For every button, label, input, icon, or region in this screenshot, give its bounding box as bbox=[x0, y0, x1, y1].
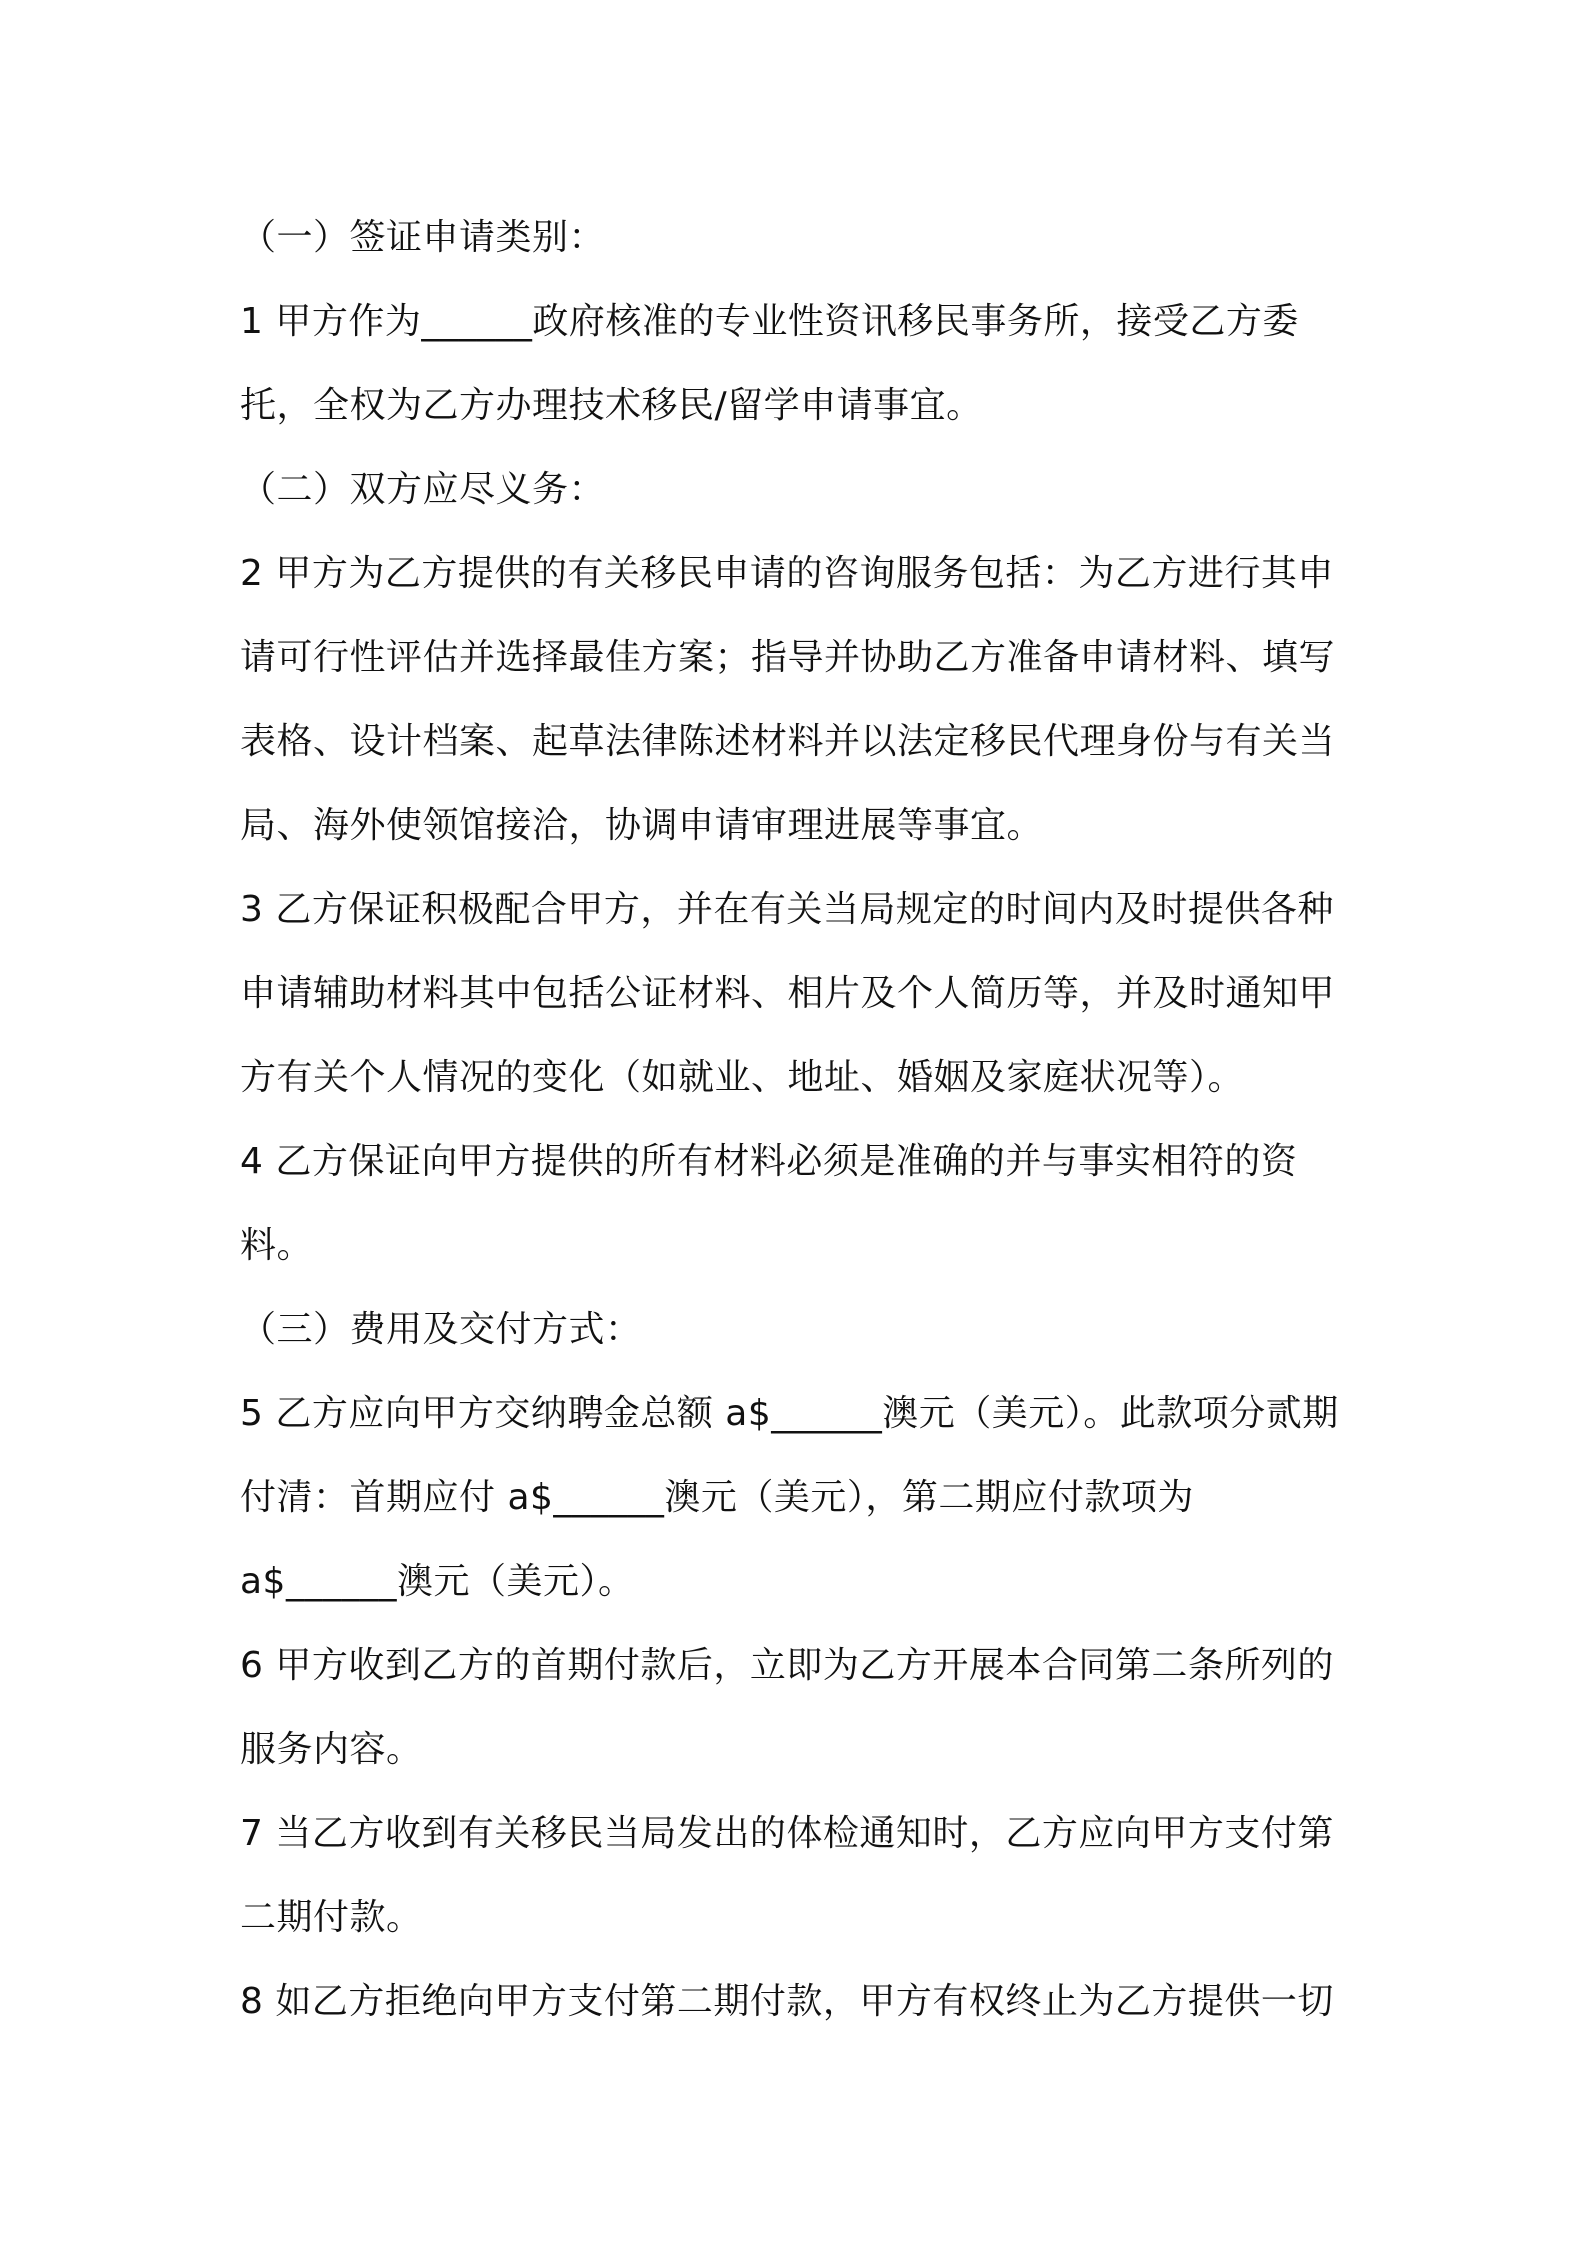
section-heading-3: （三）费用及交付方式： bbox=[240, 1309, 642, 1350]
section-heading-1: （一）签证申请类别： bbox=[240, 217, 606, 258]
clause-2: 2 甲方为乙方提供的有关移民申请的咨询服务包括：为乙方进行其申请可行性评估并选择最佳方案；指导并协助乙方准备申请材料、填写表格、设计档案、起草法律陈述材料并以法定移民代理身份与有关当局、海外使领馆接洽，协调申请审理进展等事宜。 bbox=[240, 553, 1336, 846]
clause-6: 6 甲方收到乙方的首期付款后，立即为乙方开展本合同第二条所列的服务内容。 bbox=[240, 1645, 1334, 1770]
clause-4: 4 乙方保证向甲方提供的所有材料必须是准确的并与事实相符的资料。 bbox=[240, 1141, 1298, 1266]
document-body bbox=[240, 196, 1360, 2044]
clause-3: 3 乙方保证积极配合甲方，并在有关当局规定的时间内及时提供各种申请辅助材料其中包括公证材料、相片及个人简历等，并及时通知甲方有关个人情况的变化（如就业、地址、婚姻及家庭状况等）。 bbox=[240, 889, 1336, 1098]
clause-7: 7 当乙方收到有关移民当局发出的体检通知时，乙方应向甲方支付第二期付款。 bbox=[240, 1813, 1334, 1938]
section-heading-2: （二）双方应尽义务： bbox=[240, 469, 606, 510]
clause-1: 1 甲方作为______政府核准的专业性资讯移民事务所，接受乙方委托，全权为乙方办理技术移民/留学申请事宜。 bbox=[240, 301, 1299, 426]
clause-8: 8 如乙方拒绝向甲方支付第二期付款，甲方有权终止为乙方提供一切 bbox=[240, 1981, 1334, 2022]
clause-5: 5 乙方应向甲方交纳聘金总额 a$______澳元（美元）。此款项分贰期付清：首期应付 a$______澳元（美元），第二期应付款项为 a$______澳元（美元）。 bbox=[240, 1393, 1339, 1602]
